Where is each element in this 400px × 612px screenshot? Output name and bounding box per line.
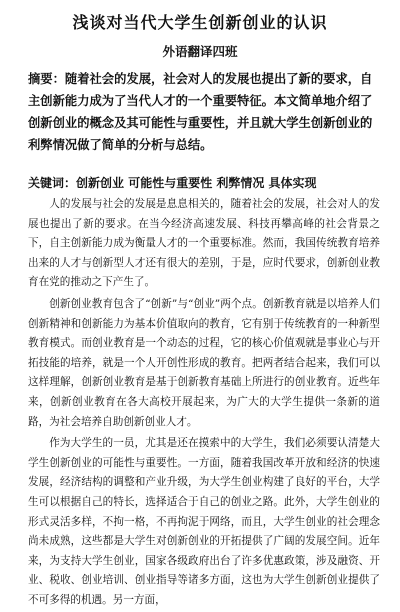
keywords (28, 174, 380, 192)
keywords-text: 创新创业 可能性与重要性 利弊情况 具体实现 (76, 176, 317, 190)
class-name: 外语翻译四班 (162, 44, 238, 59)
body-text (28, 195, 380, 612)
paragraph-3: 作为大学生的一员，尤其是还在摸索中的大学生，我们必须要认清楚大学生创新创业的可能性与重要性。一方面，随着我国改革开放和经济的快速发展，经济结构的调整和产业升级，为大学生创业构建了良好的平台，大学生可以根据自己的特长，选择适合于自己的创业之路。此外，大学生创业的形式灵活多样，不拘一格，不再拘泥于网络，而且，大学生创业的社会理念尚未成熟，这些都是大学生对创新创业的开拓提供了广阔的发展空间。近年来，为支持大学生创业，国家各级政府出台了许多优惠政策，涉及融资、开业、税收、创业培训、创业指导等诸多方面，这也为大学生创新创业提供了不可多得的机遇。另一方面， (28, 437, 380, 606)
abstract-text: 随着社会的发展，社会对人的发展也提出了新的要求，自主创新能力成为了当代人才的一个重要特征。本文简单地介绍了创新创业的概念及其可能性与重要性，并且就大学生创新创业的利弊情况做了简单的分析与总结。 (28, 72, 373, 152)
abstract-label: 摘要： (28, 72, 65, 86)
keywords-label: 关键词： (28, 176, 77, 190)
paragraph-1: 人的发展与社会的发展是息息相关的，随着社会的发展，社会对人的发展也提出了新的要求。在当今经济高速发展、科技再攀高峰的社会背景之下，自主创新能力成为衡量人才的一个重要标准。然而，我国传统教育培养出来的人才与创新型人才还有很大的差别，于是，应时代要求，创新创业教育在党的推动之下产生了。 (28, 198, 380, 289)
document-title: 浅谈对当代大学生创新创业的认识 (72, 13, 328, 32)
paragraph-2: 创新创业教育包含了“创新”与“创业”两个点。创新教育就是以培养人们创新精神和创新能力为基本价值取向的教育，它有别于传统教育的一种新型教育模式。而创业教育是一个动态的过程，它的核心价值观就是事业心与开拓技能的培养，就是一个人开创性形成的教育。把两者结合起来，我们可以这样理解，创新创业教育是基于创新教育基础上所进行的创业教育。近些年来，创新创业教育在各大高校开展起来，为广大的大学生提供一条新的道路，为社会培养自助创新创业人才。 (28, 297, 380, 428)
abstract (28, 68, 380, 156)
